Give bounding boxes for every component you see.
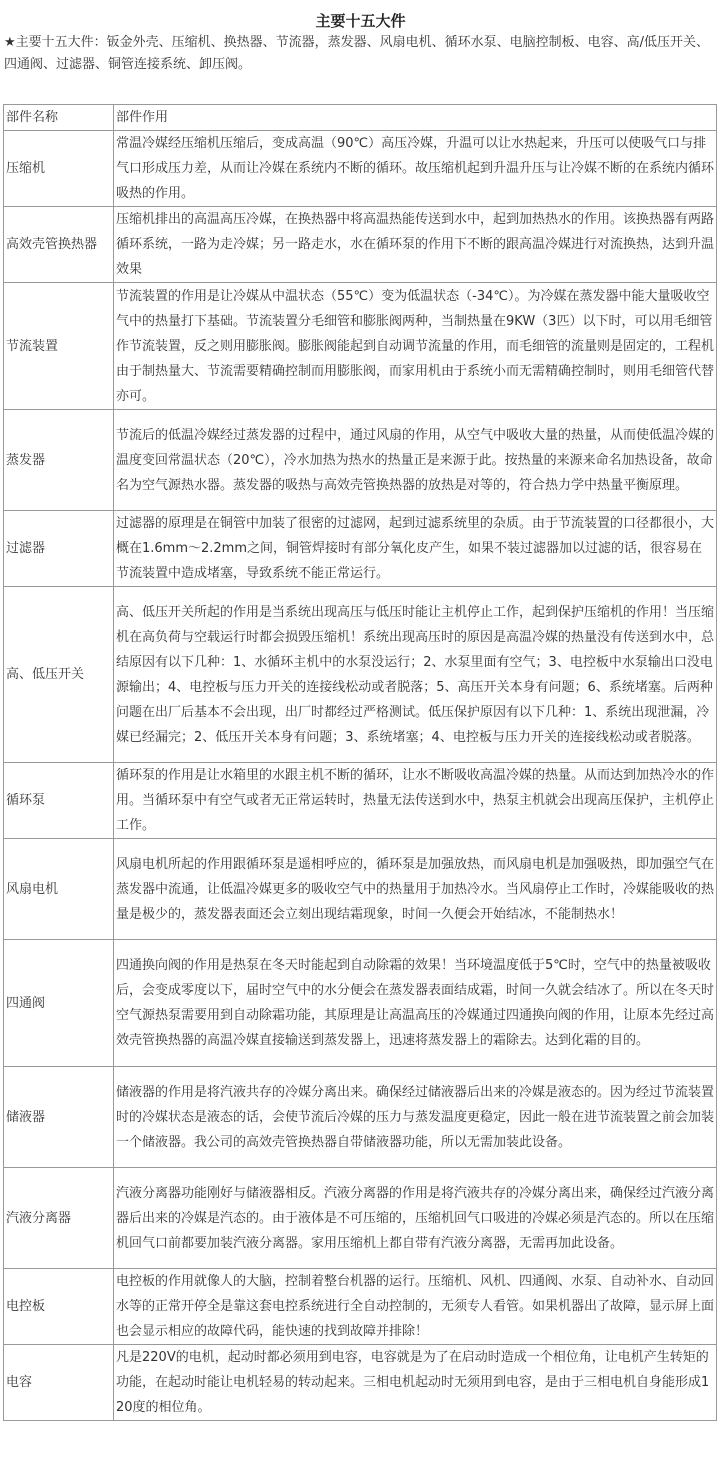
part-name: 电容 (4, 1345, 114, 1421)
part-name: 汽液分离器 (4, 1168, 114, 1269)
part-function: 节流装置的作用是让冷媒从中温状态（55℃）变为低温状态（-34℃）。为冷媒在蒸发器中能大量吸收空气中的热量打下基础。节流装置分毛细管和膨胀阀两种，当制热量在9KW（3匹）以下时，可以用毛细管作节流装置，反之则用膨胀阀。膨胀阀能起到自动调节流量的作用，而毛细管的流量则是固定的，工程机由于制热量大、节流需要精确控制而用膨胀阀，而家用机由于系统小而无需精确控制时，则用毛细管代替亦可。 (114, 283, 717, 410)
part-function: 节流后的低温冷媒经过蒸发器的过程中，通过风扇的作用，从空气中吸收大量的热量，从而使低温冷媒的温度变回常温状态（20℃），冷水加热为热水的热量正是来源于此。按热量的来源来命名加热设备，故命名为空气源热水器。蒸发器的吸热与高效壳管换热器的放热是对等的，符合热力学中热量平衡原理。 (114, 410, 717, 511)
parts-table (3, 104, 717, 1421)
part-function: 循环泵的作用是让水箱里的水跟主机不断的循环，让水不断吸收高温冷媒的热量。从而达到加热冷水的作用。当循环泵中有空气或者无正常运转时，热量无法传送到水中，热泵主机就会出现高压保护，主机停止工作。 (114, 763, 717, 839)
table-row (4, 1345, 717, 1421)
part-name: 电控板 (4, 1269, 114, 1345)
table-row (4, 511, 717, 587)
part-name: 高、低压开关 (4, 587, 114, 763)
table-row (4, 940, 717, 1067)
part-function: 四通换向阀的作用是热泵在冬天时能起到自动除霜的效果！当环境温度低于5℃时，空气中的热量被吸收后，会变成零度以下，届时空气中的水分便会在蒸发器表面结成霜，时间一久就会结冰了。所以在冬天时空气源热泵需要用到自动除霜功能，其原理是让高温高压的冷媒通过四通换向阀的作用，让原本先经过高效壳管换热器的高温冷媒直接输送到蒸发器上，迅速将蒸发器上的霜除去。达到化霜的目的。 (114, 940, 717, 1067)
table-row (4, 587, 717, 763)
part-function: 储液器的作用是将汽液共存的冷媒分离出来。确保经过储液器后出来的冷媒是液态的。因为经过节流装置时的冷媒状态是液态的话，会使节流后冷媒的压力与蒸发温度更稳定，因此一般在进节流装置之前会加装一个储液器。我公司的高效壳管换热器自带储液器功能，所以无需加装此设备。 (114, 1067, 717, 1168)
table-row (4, 1067, 717, 1168)
part-function: 过滤器的原理是在铜管中加装了很密的过滤网，起到过滤系统里的杂质。由于节流装置的口径都很小，大概在1.6mm～2.2mm之间，铜管焊接时有部分氧化皮产生，如果不装过滤器加以过滤的话，很容易在节流装置中造成堵塞，导致系统不能正常运行。 (114, 511, 717, 587)
part-name: 节流装置 (4, 283, 114, 410)
table-row (4, 839, 717, 940)
part-name: 蒸发器 (4, 410, 114, 511)
part-function: 电控板的作用就像人的大脑，控制着整台机器的运行。压缩机、风机、四通阀、水泵、自动补水、自动回水等的正常开停全是靠这套电控系统进行全自动控制的，无须专人看管。如果机器出了故障，显示屏上面也会显示相应的故障代码，能快速的找到故障并排除！ (114, 1269, 717, 1345)
part-name: 四通阀 (4, 940, 114, 1067)
part-function: 凡是220V的电机，起动时都必须用到电容，电容就是为了在启动时造成一个相位角，让电机产生转矩的功能，在起动时能让电机轻易的转动起来。三相电机起动时无须用到电容，是由于三相电机自身能形成120度的相位角。 (114, 1345, 717, 1421)
table-row (4, 763, 717, 839)
header-part-name: 部件名称 (4, 105, 114, 131)
table-row (4, 207, 717, 283)
part-name: 储液器 (4, 1067, 114, 1168)
table-row (4, 410, 717, 511)
intro-paragraph: ★主要十五大件：钣金外壳、压缩机、换热器、节流器，蒸发器、风扇电机、循环水泵、电脑控制板、电容、高/低压开关、四通阀、过滤器、铜管连接系统、卸压阀。 (4, 35, 710, 72)
part-function: 常温冷媒经压缩机压缩后，变成高温（90℃）高压冷媒，升温可以让水热起来，升压可以使吸气口与排气口形成压力差，从而让冷媒在系统内不断的循环。故压缩机起到升温升压与让冷媒不断的在系统内循环吸热的作用。 (114, 131, 717, 207)
part-name: 压缩机 (4, 131, 114, 207)
part-name: 过滤器 (4, 511, 114, 587)
part-name: 风扇电机 (4, 839, 114, 940)
part-name: 高效壳管换热器 (4, 207, 114, 283)
table-header-row (4, 105, 717, 131)
table-row (4, 131, 717, 207)
part-function: 汽液分离器功能刚好与储液器相反。汽液分离器的作用是将汽液共存的冷媒分离出来，确保经过汽液分离器后出来的冷媒是汽态的。由于液体是不可压缩的，压缩机回气口吸进的冷媒必须是汽态的。所以在压缩机回气口前都要加装汽液分离器。家用压缩机上都自带有汽液分离器，无需再加此设备。 (114, 1168, 717, 1269)
part-function: 高、低压开关所起的作用是当系统出现高压与低压时能让主机停止工作，起到保护压缩机的作用！当压缩机在高负荷与空载运行时都会损毁压缩机！系统出现高压时的原因是高温冷媒的热量没有传送到水中，总结原因有以下几种：1、水循环主机中的水泵没运行；2、水泵里面有空气；3、电控板中水泵输出口没电源输出；4、电控板与压力开关的连接线松动或者脱落；5、高压开关本身有问题；6、系统堵塞。后两种问题在出厂后基本不会出现，出厂时都经过严格测试。低压保护原因有以下几种：1、系统出现泄漏，冷媒已经漏完；2、低压开关本身有问题；3、系统堵塞；4、电控板与压力开关的连接线松动或者脱落。 (114, 587, 717, 763)
table-row (4, 1168, 717, 1269)
table-row (4, 1269, 717, 1345)
header-part-function: 部件作用 (114, 105, 717, 131)
part-name: 循环泵 (4, 763, 114, 839)
table-row (4, 283, 717, 410)
part-function: 压缩机排出的高温高压冷媒，在换热器中将高温热能传送到水中，起到加热热水的作用。该换热器有两路循环系统，一路为走冷媒；另一路走水，水在循环泵的作用下不断的跟高温冷媒进行对流换热，达到升温效果 (114, 207, 717, 283)
page-title: 主要十五大件 (315, 12, 406, 30)
part-function: 风扇电机所起的作用跟循环泵是遥相呼应的，循环泵是加强放热，而风扇电机是加强吸热，即加强空气在蒸发器中流通，让低温冷媒更多的吸收空气中的热量用于加热冷水。当风扇停止工作时，冷媒能吸收的热量是极少的，蒸发器表面还会立刻出现结霜现象，时间一久便会开始结冰，不能制热水！ (114, 839, 717, 940)
